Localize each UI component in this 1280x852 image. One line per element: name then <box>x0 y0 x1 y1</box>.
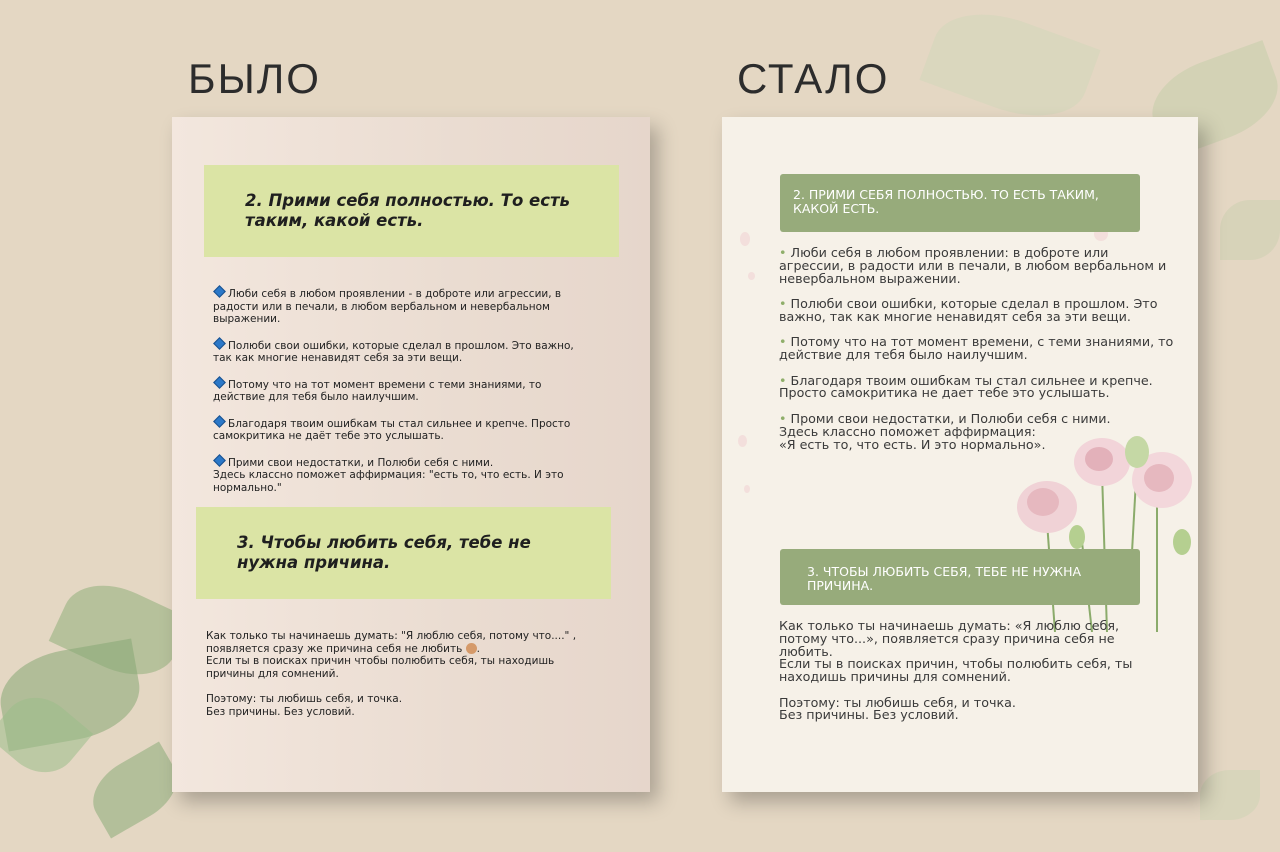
blue-diamond-icon <box>213 376 226 389</box>
green-dot-icon: • <box>779 245 787 260</box>
list-item: • Благодаря твоим ошибкам ты стал сильнее и крепче. Просто самокритика не дает тебе это услышать. <box>779 372 1153 401</box>
body-before-paragraphs <box>206 630 586 719</box>
body-after-bullets <box>779 247 1174 451</box>
heading-before-3 <box>196 507 611 599</box>
list-item: Потому что на тот момент времени с теми знаниями, то действие для тебя было наилучшим. <box>213 378 593 404</box>
para-before-1a: Как только ты начинаешь думать: "Я люблю себя, потому что...." , <box>206 630 577 642</box>
para-before-1b: появляется сразу же причина себя не любить . <box>206 642 480 655</box>
heading-before-2-text: 2. Прими себя полностью. То есть таким, какой есть. <box>245 191 570 230</box>
green-dot-icon: • <box>779 334 787 350</box>
green-dot-icon: • <box>779 410 787 426</box>
blue-diamond-icon <box>213 415 226 428</box>
heading-after-2-text: 2. ПРИМИ СЕБЯ ПОЛНОСТЬЮ. ТО ЕСТЬ ТАКИМ, КАКОЙ ЕСТЬ. <box>793 187 1099 216</box>
list-item: • Люби себя в любом проявлении: в доброте или агрессии, в радости или в печали, в любом вербальном и невербальном выражении. <box>779 245 1167 286</box>
body-after-paragraphs <box>779 620 1134 722</box>
list-item: • Потому что на тот момент времени, с теми знаниями, то действие для тебя было наилучшим. <box>779 334 1174 363</box>
para-after-1: Как только ты начинаешь думать: «Я люблю себя, потому что...», появляется сразу причина себя не любить. <box>779 618 1120 659</box>
heading-after-2 <box>780 174 1140 232</box>
affirmation-before: Здесь классно поможет аффирмация: "есть то, что есть. И это нормально." <box>213 469 564 495</box>
heading-before-2 <box>204 165 619 257</box>
para-after-2: Если ты в поисках причин, чтобы полюбить себя, ты находишь причины для сомнений. <box>779 656 1133 685</box>
para-after-3b: Без причины. Без условий. <box>779 707 959 723</box>
blue-diamond-icon <box>213 337 226 350</box>
page-before <box>172 117 650 792</box>
heading-before-3-text: 3. Чтобы любить себя, тебе не нужна причина. <box>237 533 531 572</box>
body-before-bullets <box>213 287 593 507</box>
page-after <box>722 117 1198 792</box>
blue-diamond-icon <box>213 285 226 298</box>
list-item: • Проми свои недостатки, и Полюби себя с ними. <box>779 410 1111 426</box>
list-item: Полюби свои ошибки, которые сделал в прошлом. Это важно, так как многие ненавидят себя за эти вещи. <box>213 339 593 365</box>
para-before-2b: Без причины. Без условий. <box>206 706 355 719</box>
affirmation-after-2: «Я есть то, что есть. И это нормально». <box>779 436 1046 452</box>
list-item: Прими свои недостатки, и Полюби себя с ними. <box>213 456 593 470</box>
blue-diamond-icon <box>213 454 226 467</box>
green-dot-icon: • <box>779 296 787 312</box>
title-after: СТАЛО <box>737 55 890 102</box>
list-item: Благодаря твоим ошибкам ты стал сильнее и крепче. Просто самокритика не даёт тебе это услышать. <box>213 417 593 443</box>
para-before-2a: Поэтому: ты любишь себя, и точка. <box>206 693 403 706</box>
list-item: Люби себя в любом проявлении - в доброте или агрессии, в радости или в печали, в любом вербальном и невербальном выражении. <box>213 287 593 326</box>
green-dot-icon: • <box>779 372 787 388</box>
affirmation-after-1: Здесь классно поможет аффирмация: <box>779 423 1036 439</box>
para-after-3a: Поэтому: ты любишь себя, и точка. <box>779 694 1016 710</box>
para-before-1c: Если ты в поисках причин чтобы полюбить себя, ты находишь причины для сомнений. <box>206 655 555 681</box>
heading-after-3 <box>780 549 1140 605</box>
list-item: • Полюби свои ошибки, которые сделал в прошлом. Это важно, так как многие ненавидят себя за эти вещи. <box>779 296 1158 324</box>
title-before: БЫЛО <box>188 55 321 102</box>
heading-after-3-text: 3. ЧТОБЫ ЛЮБИТЬ СЕБЯ, ТЕБЕ НЕ НУЖНА ПРИЧИНА. <box>807 564 1082 593</box>
person-emoji-icon <box>466 643 477 654</box>
